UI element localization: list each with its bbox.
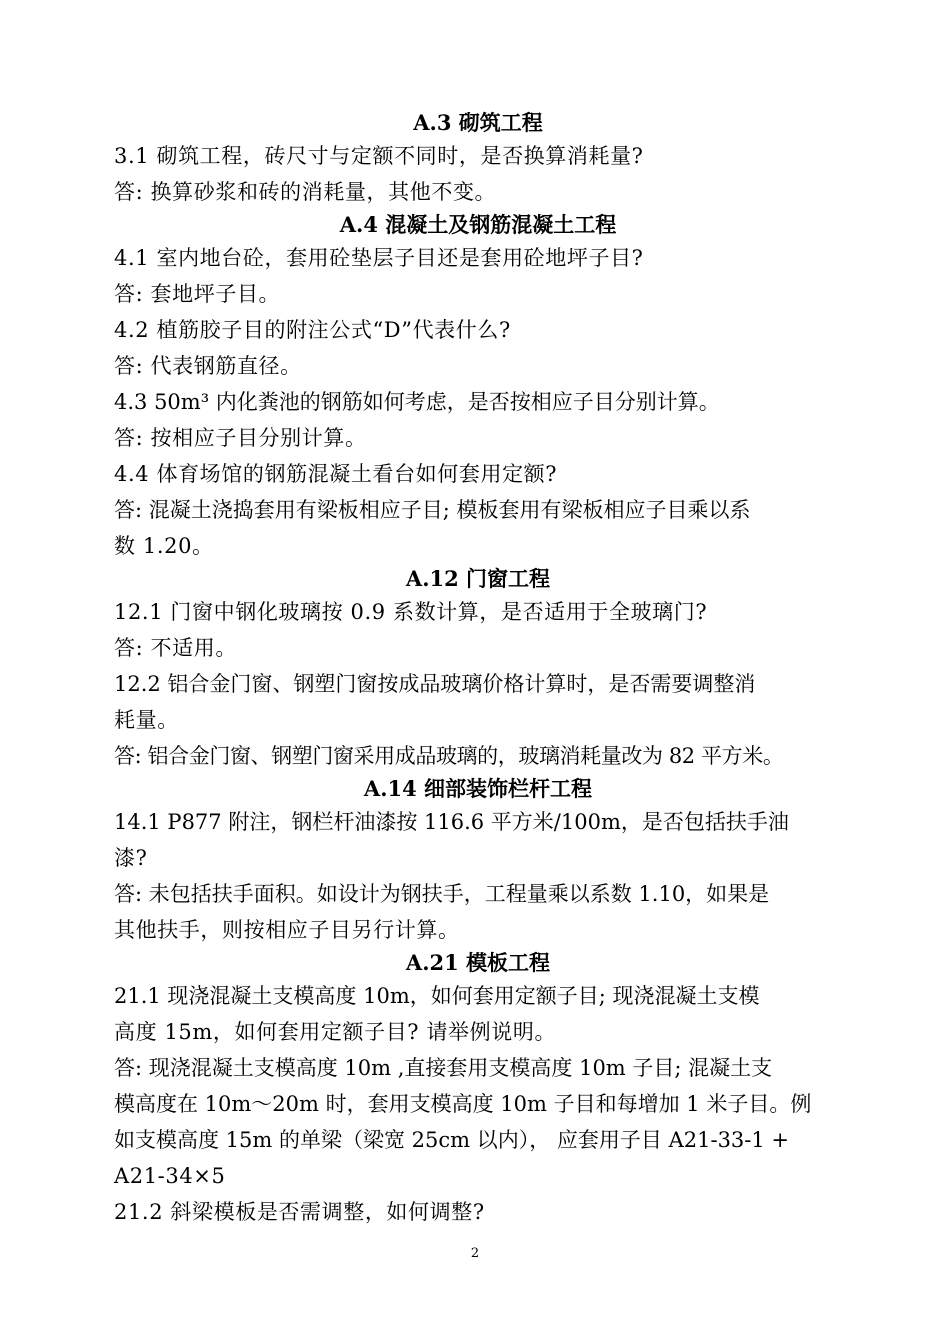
answer-21-1-line-1: 答: 现浇混凝土支模高度 10m ,直接套用支模高度 10m 子目; 混凝土支 xyxy=(114,1056,773,1080)
document-page xyxy=(114,108,842,1230)
answer-21-1-line-3: 如支模高度 15m 的单梁（梁宽 25cm 以内）， 应套用子目 A21-33-1 + xyxy=(114,1128,790,1152)
question-14-1-line-1: 14.1 P877 附注，钢栏杆油漆按 116.6 平方米/100m，是否包括扶手油 xyxy=(114,810,789,834)
section-heading-a14: A.14 细部装饰栏杆工程 xyxy=(363,776,593,801)
question-12-1: 12.1 门窗中钢化玻璃按 0.9 系数计算，是否适用于全玻璃门? xyxy=(114,600,708,624)
question-21-1-line-2: 高度 15m，如何套用定额子目? 请举例说明。 xyxy=(114,1020,557,1044)
answer-4-1: 答: 套地坪子目。 xyxy=(114,282,281,306)
question-12-2-line-1: 12.2 铝合金门窗、钢塑门窗按成品玻璃价格计算时，是否需要调整消 xyxy=(114,672,756,696)
answer-21-1-line-4: A21-34×5 xyxy=(114,1164,226,1188)
section-heading-a3: A.3 砌筑工程 xyxy=(413,110,543,135)
question-4-1: 4.1 室内地台砼，套用砼垫层子目还是套用砼地坪子目? xyxy=(114,246,644,270)
answer-12-1: 答: 不适用。 xyxy=(114,636,237,660)
answer-4-4-line-2: 数 1.20。 xyxy=(114,534,214,558)
answer-4-4-line-1: 答: 混凝土浇捣套用有梁板相应子目; 模板套用有梁板相应子目乘以系 xyxy=(114,498,751,522)
question-21-1-line-1: 21.1 现浇混凝土支模高度 10m，如何套用定额子目; 现浇混凝土支模 xyxy=(114,984,760,1008)
question-21-2: 21.2 斜梁模板是否需调整，如何调整? xyxy=(114,1200,485,1224)
section-heading-a21: A.21 模板工程 xyxy=(405,950,551,975)
answer-14-1-line-2: 其他扶手，则按相应子目另行计算。 xyxy=(114,918,460,942)
question-12-2-line-2: 耗量。 xyxy=(114,708,179,732)
answer-4-3: 答: 按相应子目分别计算。 xyxy=(114,426,367,450)
section-heading-a4: A.4 混凝土及钢筋混凝土工程 xyxy=(339,212,617,237)
page-number: 2 xyxy=(470,1246,480,1261)
question-4-3: 4.3 50m³ 内化粪池的钢筋如何考虑，是否按相应子目分别计算。 xyxy=(114,390,720,414)
question-3-1: 3.1 砌筑工程，砖尺寸与定额不同时，是否换算消耗量? xyxy=(114,144,644,168)
question-4-4: 4.4 体育场馆的钢筋混凝土看台如何套用定额? xyxy=(114,462,558,486)
answer-3-1: 答: 换算砂浆和砖的消耗量，其他不变。 xyxy=(114,180,497,204)
answer-14-1-line-1: 答: 未包括扶手面积。如设计为钢扶手，工程量乘以系数 1.10，如果是 xyxy=(114,882,770,906)
question-4-2: 4.2 植筋胶子目的附注公式“D”代表什么? xyxy=(114,318,511,342)
answer-4-2: 答: 代表钢筋直径。 xyxy=(114,354,302,378)
section-heading-a12: A.12 门窗工程 xyxy=(405,566,551,591)
answer-21-1-line-2: 模高度在 10m～20m 时，套用支模高度 10m 子目和每增加 1 米子目。例 xyxy=(114,1092,812,1116)
answer-12-2: 答: 铝合金门窗、钢塑门窗采用成品玻璃的，玻璃消耗量改为 82 平方米。 xyxy=(114,744,784,768)
question-14-1-line-2: 漆? xyxy=(114,846,148,870)
